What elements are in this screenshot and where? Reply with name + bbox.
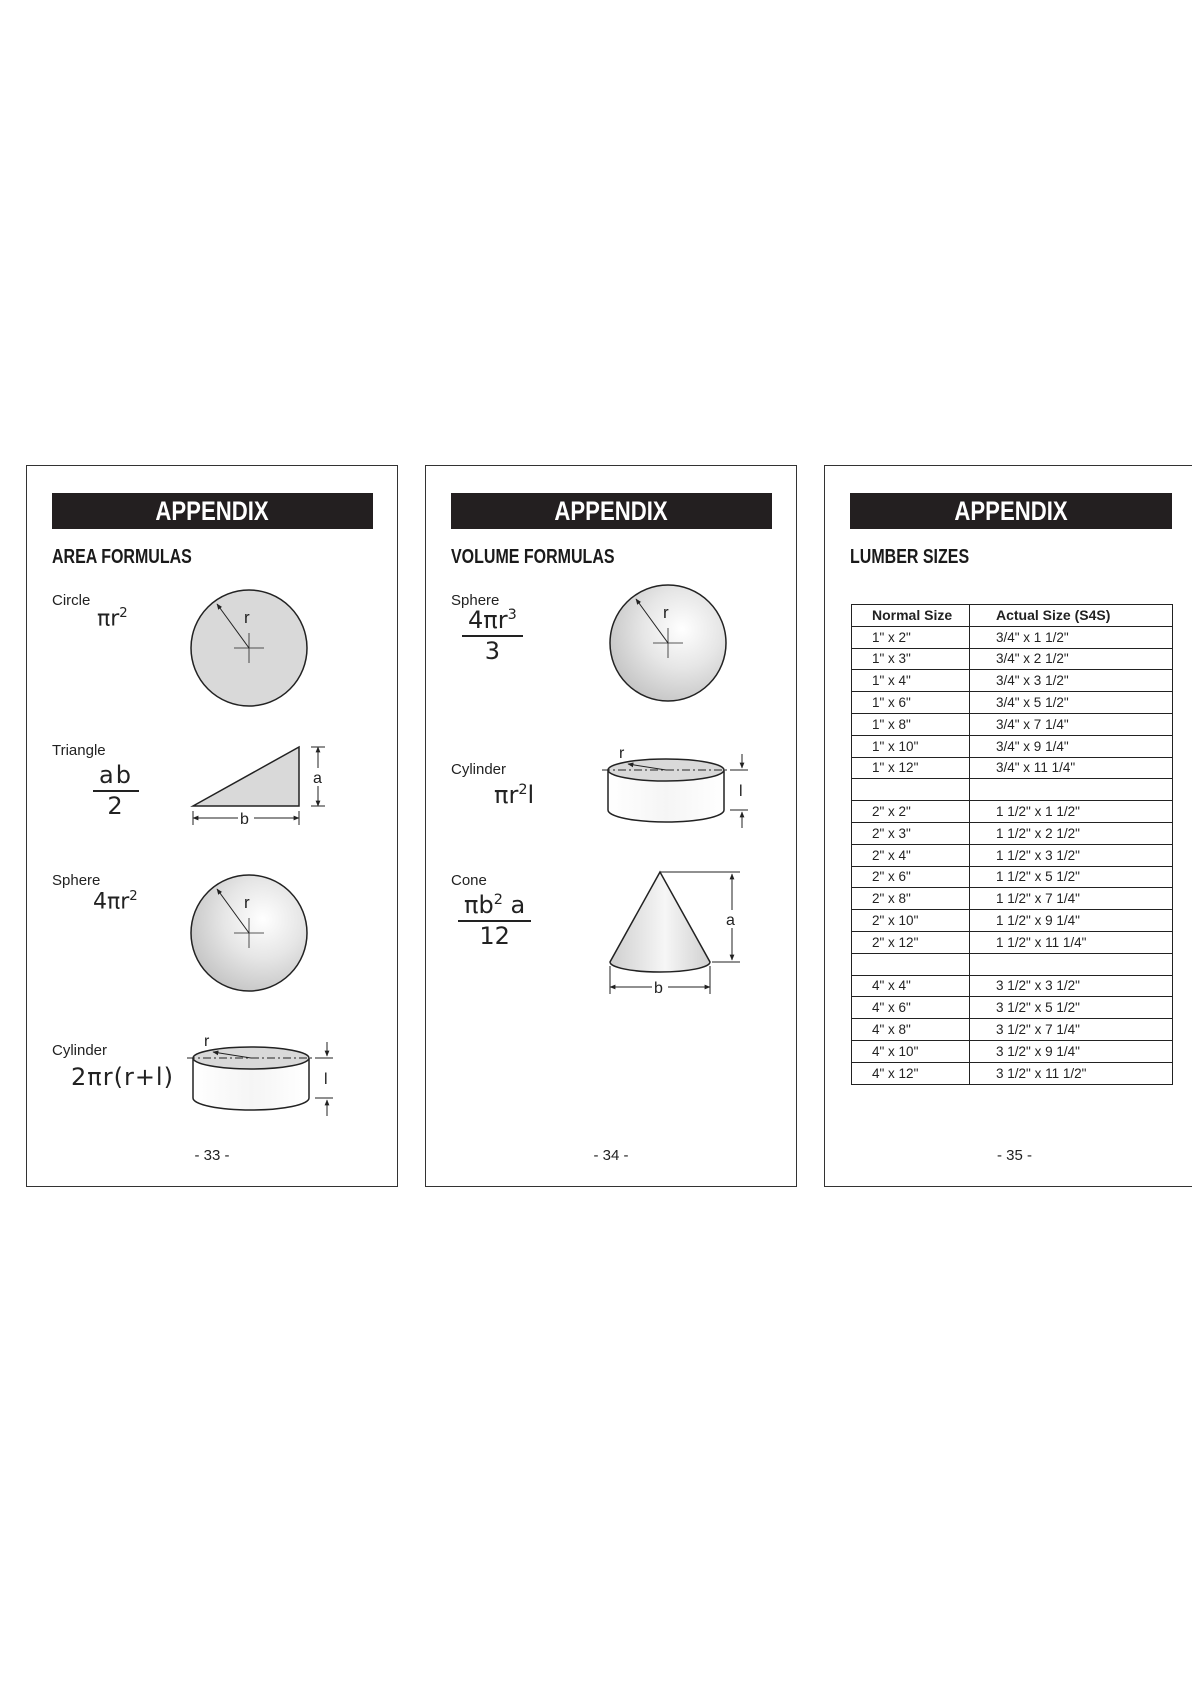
triangle-label: Triangle: [52, 742, 106, 759]
column-header-actual-size: Actual Size (S4S): [970, 605, 1173, 627]
actual-size-cell: [970, 953, 1173, 975]
normal-size-cell: 4" x 12": [852, 1062, 970, 1084]
table-row: [852, 626, 1173, 648]
length-label: l: [739, 783, 743, 800]
radius-label: r: [663, 603, 669, 622]
length-label: l: [324, 1071, 328, 1088]
actual-size-cell: 3 1/2" x 3 1/2": [970, 975, 1173, 997]
normal-size-cell: 2" x 2": [852, 801, 970, 823]
cylinder-label: Cylinder: [52, 1042, 108, 1059]
table-row: [852, 713, 1173, 735]
table-row: [852, 997, 1173, 1019]
triangle-diagram: [187, 741, 337, 841]
cylinder-diagram: [602, 745, 762, 838]
actual-size-cell: 3 1/2" x 11 1/2": [970, 1062, 1173, 1084]
radius-label: r: [244, 893, 250, 912]
actual-size-cell: 1 1/2" x 1 1/2": [970, 801, 1173, 823]
page-number: - 33 -: [194, 1147, 230, 1164]
actual-size-cell: 3/4" x 3 1/2": [970, 670, 1173, 692]
sphere-diagram: [187, 871, 311, 995]
actual-size-cell: 1 1/2" x 3 1/2": [970, 844, 1173, 866]
normal-size-cell: [852, 779, 970, 801]
radius-label: r: [619, 745, 625, 762]
dim-b-label: b: [240, 811, 249, 828]
page-number: - 35 -: [996, 1147, 1032, 1164]
actual-size-cell: 1 1/2" x 9 1/4": [970, 910, 1173, 932]
actual-size-cell: 3/4" x 2 1/2": [970, 648, 1173, 670]
table-row: [852, 888, 1173, 910]
radius-label: r: [244, 608, 250, 627]
page-33: [26, 465, 398, 1187]
actual-size-cell: 3/4" x 5 1/2": [970, 692, 1173, 714]
sphere-label: Sphere: [451, 592, 500, 609]
page-number: - 34 -: [593, 1147, 629, 1164]
normal-size-cell: 1" x 2": [852, 626, 970, 648]
cylinder-area-formula: 2πr(r+l): [71, 1063, 174, 1091]
actual-size-cell: [970, 779, 1173, 801]
normal-size-cell: 2" x 8": [852, 888, 970, 910]
actual-size-cell: 3 1/2" x 9 1/4": [970, 1040, 1173, 1062]
cylinder-volume-formula: $\pi r^2l$: [494, 781, 535, 809]
circle-formula: $\pi r^2$: [97, 606, 128, 632]
actual-size-cell: 1 1/2" x 11 1/4": [970, 931, 1173, 953]
cylinder-diagram: [187, 1033, 347, 1126]
actual-size-cell: 3/4" x 1 1/2": [970, 626, 1173, 648]
section-title: AREA FORMULAS: [52, 546, 192, 568]
normal-size-cell: [852, 953, 970, 975]
table-row: [852, 735, 1173, 757]
table-row: [852, 1019, 1173, 1041]
dim-a-label: a: [313, 770, 322, 787]
page-35: [824, 465, 1192, 1187]
table-row: [852, 757, 1173, 779]
table-row: [852, 910, 1173, 932]
normal-size-cell: 2" x 6": [852, 866, 970, 888]
cone-diagram: [602, 866, 762, 1006]
actual-size-cell: 3 1/2" x 5 1/2": [970, 997, 1173, 1019]
triangle-formula: $\frac{ab}{2}$: [93, 761, 139, 820]
actual-size-cell: 1 1/2" x 2 1/2": [970, 822, 1173, 844]
table-row: [852, 953, 1173, 975]
actual-size-cell: 1 1/2" x 5 1/2": [970, 866, 1173, 888]
table-row: [852, 844, 1173, 866]
normal-size-cell: 1" x 3": [852, 648, 970, 670]
lumber-sizes-table: [851, 604, 1173, 1085]
section-title: LUMBER SIZES: [850, 546, 970, 568]
normal-size-cell: 1" x 6": [852, 692, 970, 714]
appendix-banner: APPENDIX: [451, 493, 772, 529]
normal-size-cell: 2" x 4": [852, 844, 970, 866]
table-row: [852, 692, 1173, 714]
column-header-normal-size: Normal Size: [852, 605, 970, 627]
table-row: [852, 822, 1173, 844]
appendix-banner: APPENDIX: [52, 493, 373, 529]
table-row: [852, 801, 1173, 823]
normal-size-cell: 1" x 12": [852, 757, 970, 779]
circle-label: Circle: [52, 592, 91, 609]
normal-size-cell: 2" x 10": [852, 910, 970, 932]
normal-size-cell: 4" x 10": [852, 1040, 970, 1062]
normal-size-cell: 4" x 6": [852, 997, 970, 1019]
normal-size-cell: 4" x 4": [852, 975, 970, 997]
page-34: [425, 465, 797, 1187]
circle-diagram: [187, 586, 311, 710]
table-header-row: [852, 605, 1173, 627]
appendix-banner: APPENDIX: [850, 493, 1172, 529]
table-row: [852, 866, 1173, 888]
cone-volume-formula: $\frac{\pi b^2 a}{12}$: [458, 891, 531, 950]
table-row: [852, 975, 1173, 997]
normal-size-cell: 1" x 8": [852, 713, 970, 735]
section-title: VOLUME FORMULAS: [451, 546, 615, 568]
actual-size-cell: 3/4" x 9 1/4": [970, 735, 1173, 757]
sphere-diagram: [606, 581, 730, 705]
normal-size-cell: 2" x 12": [852, 931, 970, 953]
radius-label: r: [204, 1033, 210, 1050]
table-row: [852, 1040, 1173, 1062]
normal-size-cell: 2" x 3": [852, 822, 970, 844]
normal-size-cell: 1" x 4": [852, 670, 970, 692]
table-row: [852, 779, 1173, 801]
table-row: [852, 931, 1173, 953]
table-row: [852, 1062, 1173, 1084]
dim-b-label: b: [654, 980, 663, 997]
cone-label: Cone: [451, 872, 487, 889]
dim-a-label: a: [726, 912, 735, 929]
actual-size-cell: 1 1/2" x 7 1/4": [970, 888, 1173, 910]
sphere-volume-formula: $\frac{4\pi r^3}{3}$: [462, 606, 523, 665]
actual-size-cell: 3/4" x 7 1/4": [970, 713, 1173, 735]
actual-size-cell: 3 1/2" x 7 1/4": [970, 1019, 1173, 1041]
normal-size-cell: 4" x 8": [852, 1019, 970, 1041]
sphere-area-formula: $4\pi r^2$: [93, 889, 138, 915]
sphere-label: Sphere: [52, 872, 101, 889]
table-row: [852, 670, 1173, 692]
normal-size-cell: 1" x 10": [852, 735, 970, 757]
table-row: [852, 648, 1173, 670]
actual-size-cell: 3/4" x 11 1/4": [970, 757, 1173, 779]
cylinder-label: Cylinder: [451, 761, 507, 778]
